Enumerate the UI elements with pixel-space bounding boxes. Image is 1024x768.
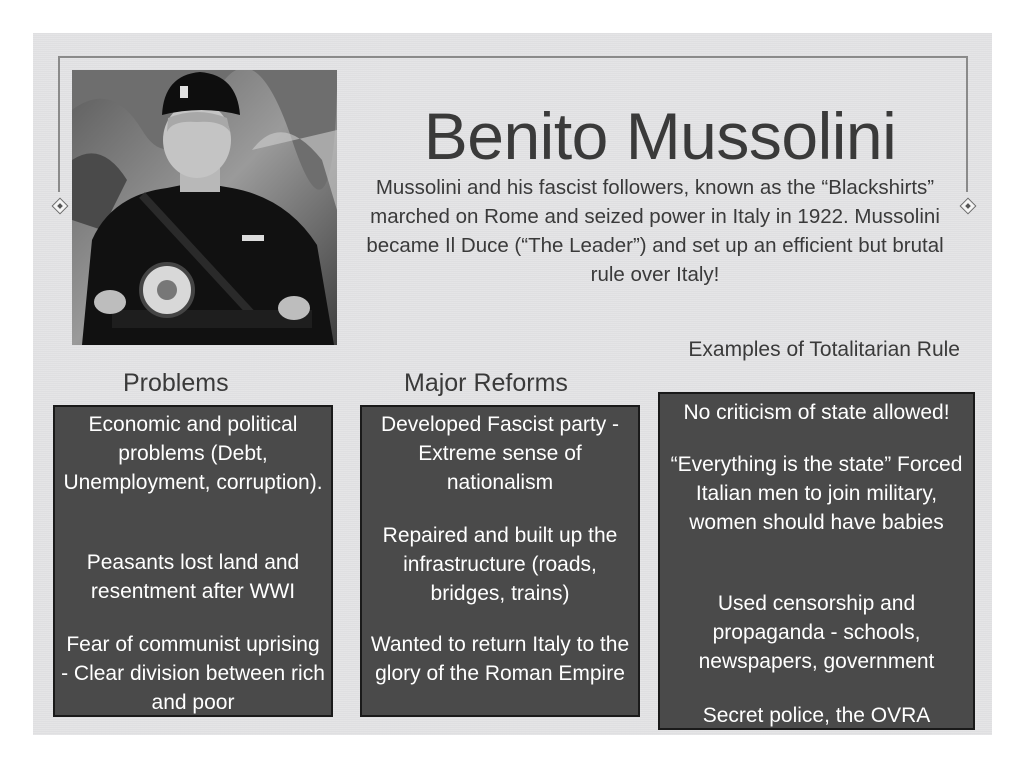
problems-box	[53, 405, 333, 717]
reforms-heading: Major Reforms	[404, 369, 568, 397]
problems-heading: Problems	[123, 369, 229, 397]
examples-box	[658, 392, 975, 730]
problem-item: Fear of communist uprising - Clear division between rich and poor	[61, 633, 325, 714]
example-item: No criticism of state allowed!	[683, 401, 950, 424]
examples-heading: Examples of Totalitarian Rule	[688, 338, 960, 361]
mussolini-portrait-image	[72, 70, 337, 345]
reform-item: Developed Fascist party - Extreme sense of nationalism	[380, 413, 620, 494]
reform-item: Repaired and built up the infrastructure (roads, bridges, trains)	[382, 524, 618, 605]
example-item: Secret police, the OVRA	[702, 704, 931, 727]
frame-right-line	[966, 56, 968, 192]
frame-left-line	[58, 56, 60, 192]
reforms-box	[360, 405, 640, 717]
reform-item: Wanted to return Italy to the glory of the Roman Empire	[370, 633, 630, 685]
frame-top-line	[58, 56, 967, 58]
example-item: Used censorship and propaganda - schools, newspapers, government	[698, 592, 935, 673]
problem-item: Peasants lost land and resentment after WWI	[86, 551, 300, 603]
intro-paragraph: Mussolini and his fascist followers, known as the “Blackshirts” marched on Rome and seized power in Italy in 1922. Mussolini became Il Duce (“The Leader”) and set up an efficient but brutal rule over Italy!	[366, 176, 944, 286]
page-title: Benito Mussolini	[423, 99, 897, 173]
problem-item: Economic and political problems (Debt, Unemployment, corruption).	[63, 413, 323, 494]
example-item: “Everything is the state” Forced Italian men to join military, women should have babies	[670, 453, 963, 534]
